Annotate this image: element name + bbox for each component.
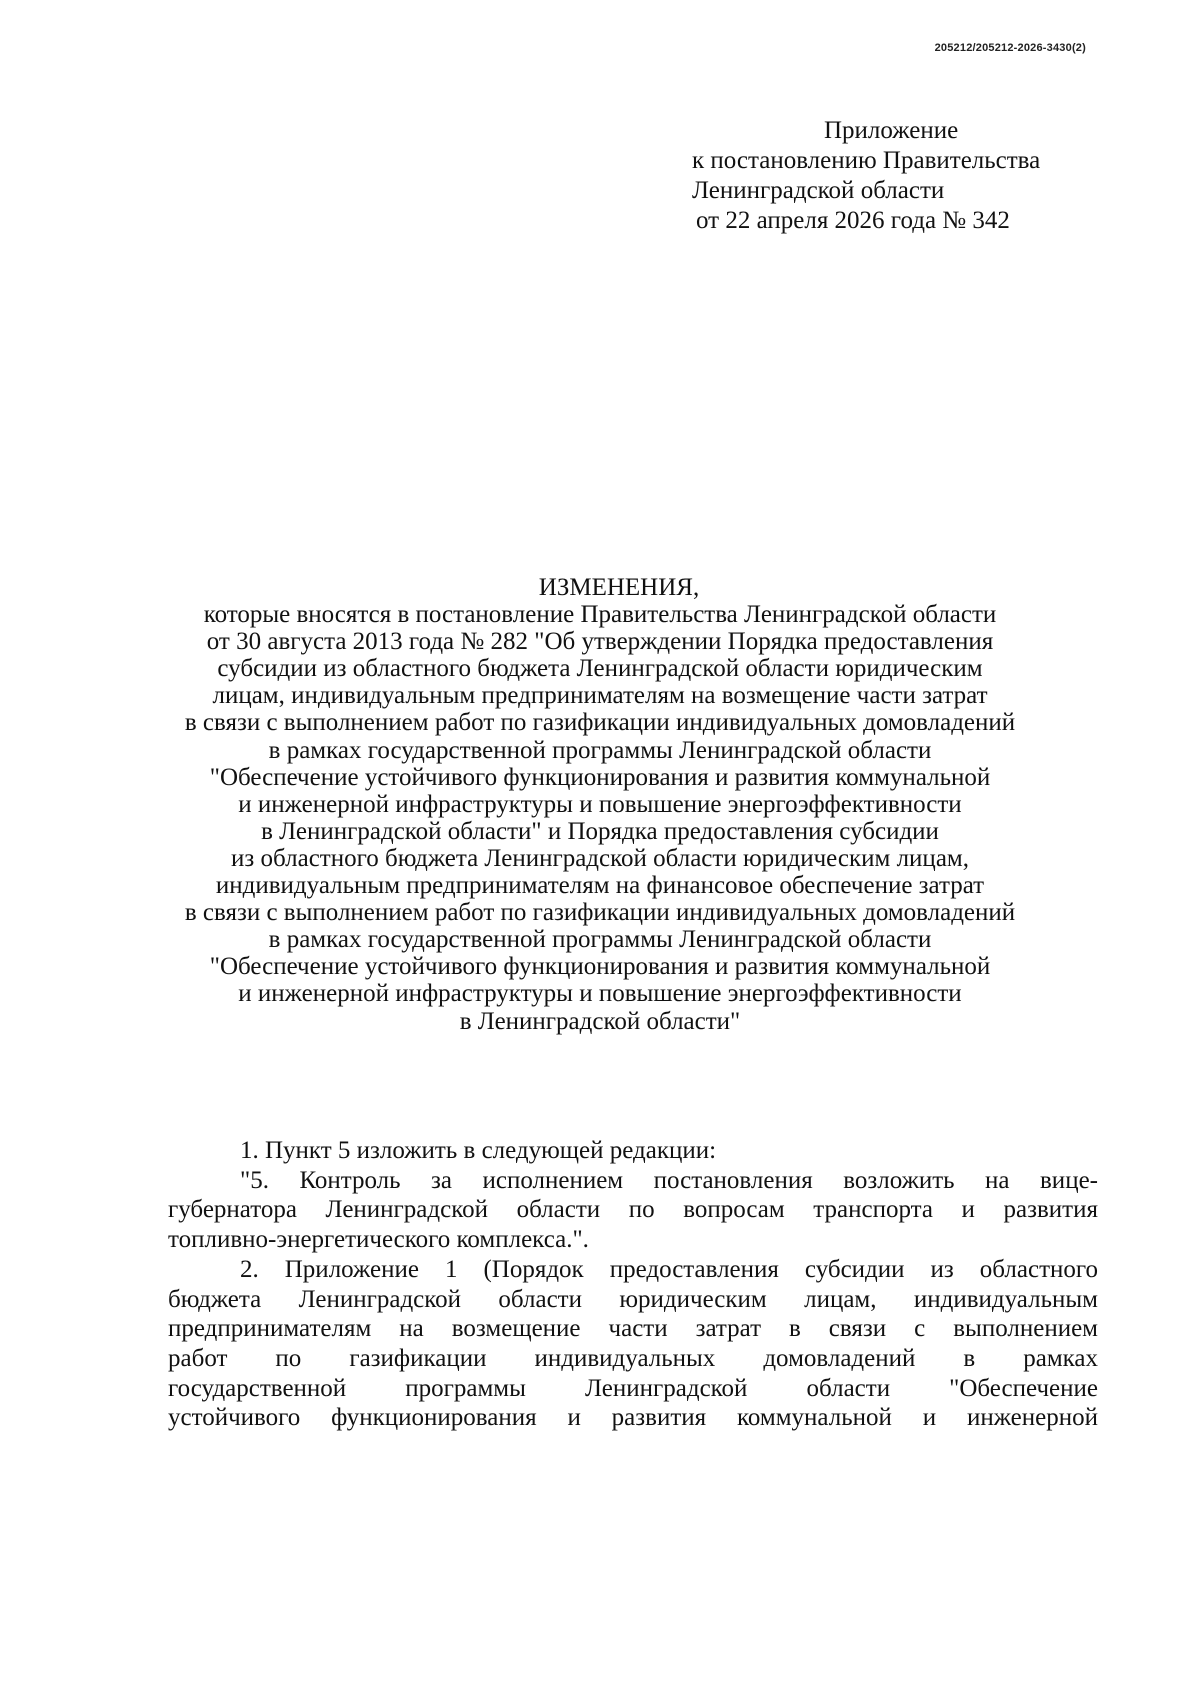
heading-line: в Ленинградской области" и Порядка предоставления субсидии — [261, 817, 939, 845]
document-id: 205212/205212-2026-3430(2) — [934, 42, 1086, 54]
heading-line: в связи с выполнением работ по газификации индивидуальных домовладений — [184, 899, 1016, 927]
quote-line: топливно-энергетического комплекса.". — [168, 1226, 589, 1254]
appendix-ref-line: к постановлению Правительства — [692, 147, 1041, 174]
paragraph-line: 2. Приложение 1 (Порядок предоставления субсидии из областного — [240, 1255, 1098, 1283]
heading-line: и инженерной инфраструктуры и повышение энергоэффективности — [238, 790, 962, 818]
heading-line: субсидии из областного бюджета Ленинградской области юридическим — [217, 655, 983, 683]
heading-title: ИЗМЕНЕНИЯ, — [538, 574, 700, 601]
heading-line: из областного бюджета Ленинградской области юридическим лицам, — [231, 844, 969, 872]
quote-line: "5. Контроль за исполнением постановления возложить на вице- — [240, 1166, 1098, 1194]
document-heading — [0, 574, 1200, 1035]
paragraph-line: работ по газификации индивидуальных домовладений в рамках — [168, 1344, 1098, 1372]
heading-line: "Обеспечение устойчивого функционирования и развития коммунальной — [209, 763, 991, 791]
appendix-block — [692, 116, 1040, 236]
appendix-title: Приложение — [824, 117, 959, 144]
heading-line: в Ленинградской области" — [459, 1007, 741, 1035]
heading-line: в рамках государственной программы Ленинградской области — [268, 736, 932, 764]
heading-line: от 30 августа 2013 года № 282 "Об утверждении Порядка предоставления — [206, 628, 994, 656]
paragraph-line: бюджета Ленинградской области юридическим лицам, индивидуальным — [168, 1285, 1098, 1313]
appendix-date-number: от 22 апреля 2026 года № 342 — [696, 207, 1010, 234]
paragraph-2 — [168, 1255, 1098, 1433]
heading-line: и инженерной инфраструктуры и повышение энергоэффективности — [238, 980, 962, 1008]
paragraph-line: предпринимателям на возмещение части затрат в связи с выполнением — [168, 1315, 1098, 1343]
heading-line: индивидуальным предпринимателям на финансовое обеспечение затрат — [215, 872, 985, 900]
document-body — [168, 1136, 1098, 1433]
heading-line: лицам, индивидуальным предпринимателям на возмещение части затрат — [212, 682, 988, 710]
paragraph-quote — [168, 1166, 1098, 1255]
heading-line: в рамках государственной программы Ленинградской области — [268, 926, 932, 954]
appendix-region-line: Ленинградской области — [692, 177, 945, 204]
heading-line: "Обеспечение устойчивого функционирования и развития коммунальной — [209, 953, 991, 981]
paragraph-1 — [168, 1136, 1098, 1166]
paragraph-line: государственной программы Ленинградской области "Обеспечение — [168, 1374, 1098, 1402]
paragraph-line: устойчивого функционирования и развития коммунальной и инженерной — [168, 1404, 1098, 1432]
heading-line: в связи с выполнением работ по газификации индивидуальных домовладений — [184, 709, 1016, 737]
quote-line: губернатора Ленинградской области по вопросам транспорта и развития — [168, 1196, 1098, 1224]
paragraph-1-text: 1. Пункт 5 изложить в следующей редакции: — [240, 1137, 717, 1164]
heading-line: которые вносятся в постановление Правительства Ленинградской области — [203, 601, 997, 629]
